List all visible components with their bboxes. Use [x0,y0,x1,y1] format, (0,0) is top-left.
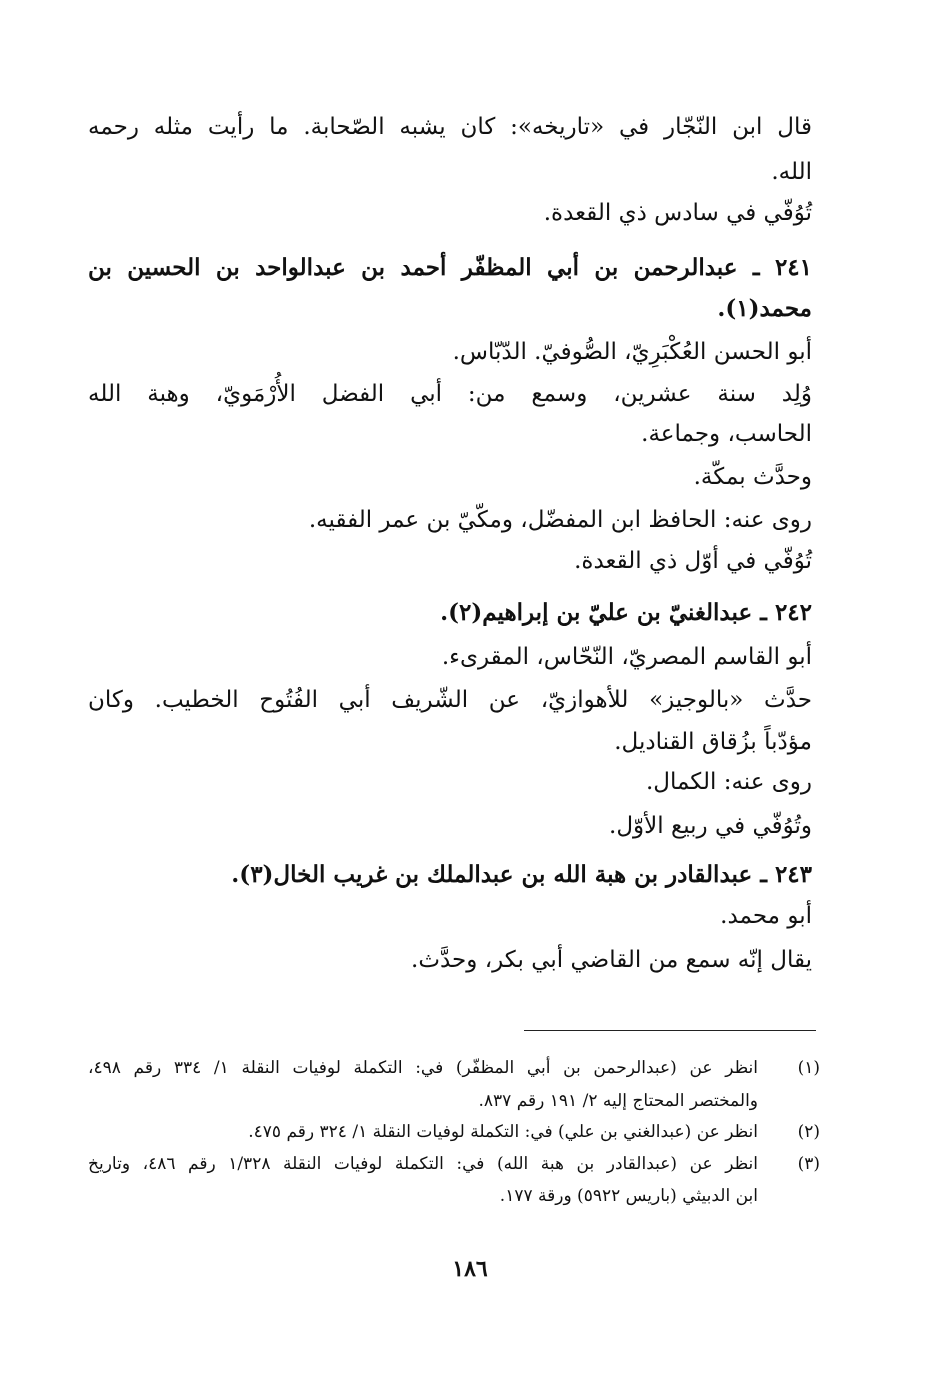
body-line: وُلِد سنة عشرين، وسمع من: أبي الفضل الأُرْمَويّ، وهبة الله [88,381,812,407]
body-line: روى عنه: الحافظ ابن المفضّل، ومكّيّ بن عمر الفقيه. [308,507,812,533]
footnote-text: ابن الدبيثي (باريس ٥٩٢٢) ورقة ١٧٧. [499,1186,758,1206]
entry-242-title: ٢٤٢ ـ عبدالغنيّ بن عليّ بن إبراهيم(٢). [440,599,812,626]
page-number: ١٨٦ [452,1256,488,1282]
footnote-text: انظر عن (عبدالرحمن بن أبي المظفّر) في: التكملة لوفيات النقلة ١/ ٣٣٤ رقم ٤٩٨، [88,1058,758,1078]
footnote-number: (٣) [797,1154,820,1174]
body-line: مؤدّباً بزُقاق القناديل. [614,729,812,755]
entry-241-title-cont: محمد(١). [717,295,812,322]
footnote-separator [524,1030,816,1031]
entry-241-title: ٢٤١ ـ عبدالرحمن بن أبي المظفّر أحمد بن عبدالواحد بن الحسين بن [88,254,812,281]
footnote-text: انظر عن (عبدالقادر بن هبة الله) في: التكملة لوفيات النقلة ١/٣٢٨ رقم ٤٨٦، وتاريخ [88,1154,758,1174]
body-line: الله. [771,159,812,185]
body-line: أبو القاسم المصريّ، النّحّاس، المقرىء. [441,644,812,670]
body-line: يقال إنّه سمع من القاضي أبي بكر، وحدَّث. [411,947,812,973]
body-line: تُوُفّي في أوّل ذي القعدة. [574,548,812,574]
footnote-number: (٢) [797,1122,820,1142]
body-line: حدَّث «بالوجيز» للأهوازيّ، عن الشّريف أبي الفُتُوح الخطيب. وكان [88,687,812,713]
body-line: وحدَّث بمكّة. [693,464,812,490]
body-line: قال ابن النّجّار في «تاريخه»: كان يشبه الصّحابة. ما رأيت مثله رحمه [88,114,812,140]
body-line: وتُوُفّي في ربيع الأوّل. [609,813,812,839]
body-line: روى عنه: الكمال. [645,769,812,795]
body-line: تُوُفّي في سادس ذي القعدة. [543,200,812,226]
body-line: الحاسب، وجماعة. [641,421,812,447]
entry-243-title: ٢٤٣ ـ عبدالقادر بن هبة الله بن عبدالملك بن غريب الخال(٣). [231,861,812,888]
body-line: أبو الحسن العُكْبَرِيّ، الصُّوفيّ. الدّبّاس. [452,339,812,365]
footnote-number: (١) [797,1058,820,1078]
body-line: أبو محمد. [720,903,812,929]
footnote-text: والمختصر المحتاج إليه ٢/ ١٩١ رقم ٨٣٧. [478,1091,758,1111]
footnote-text: انظر عن (عبدالغني بن علي) في: التكملة لوفيات النقلة ١/ ٣٢٤ رقم ٤٧٥. [248,1122,758,1142]
